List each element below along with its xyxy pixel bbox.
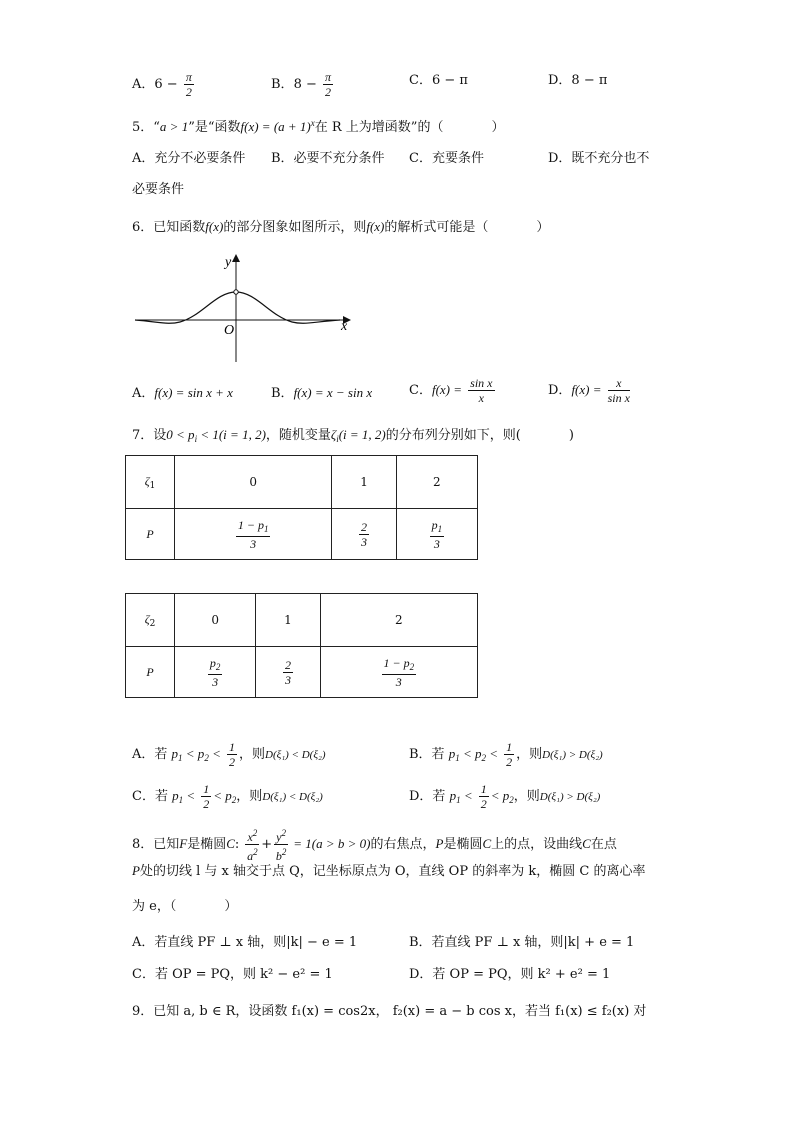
table-cell: 0 — [175, 456, 332, 509]
table-header-cell: P — [126, 647, 175, 698]
q8-option-d: D．若 OP = PQ，则 k² + e² = 1 — [409, 967, 611, 982]
q8-option-c: C．若 OP = PQ，则 k² − e² = 1 — [132, 967, 333, 982]
distribution-table-2 — [125, 593, 478, 698]
q4-option-b: B．8 − $\frac{\pi}{2}$ — [271, 70, 332, 99]
q5-option-a: A．充分不必要条件 — [132, 151, 246, 166]
table-cell: $\frac{p_1}{3}$ — [396, 509, 477, 560]
q8-stem-line2: P处的切线 l 与 x 轴交于点 Q，记坐标原点为 O，直线 OP 的斜率为 k，椭圆 C 的离心率 — [132, 863, 646, 879]
q8-option-a: A．若直线 PF ⊥ x 轴，则|k| − e = 1 — [132, 935, 358, 950]
table-cell: $\frac{p_2}{3}$ — [175, 647, 256, 698]
q6-stem: 6．已知函数f(x)的部分图象如图所示，则f(x)的解析式可能是（ ） — [132, 219, 550, 235]
table-cell: 2 — [320, 594, 477, 647]
q6-option-b: B．f(x) = x − sin x — [271, 385, 373, 401]
q8-stem-line1: 8．已知F是椭圆C: $\frac{x^2}{a^2}$ + $\frac{y^2}{b^2}$ = 1(a > b > 0)的右焦点，P是椭圆C上的点，设曲线C在点 — [132, 828, 617, 863]
fraction: $\frac{\pi}{2}$ — [325, 70, 332, 99]
x-axis-label: x — [341, 319, 348, 334]
q6-option-c: C．f(x) = $\frac{\text{sin x}}{x}$ — [409, 376, 493, 405]
q5-option-d: D．既不充分也不 — [548, 151, 650, 166]
q8-stem-line3: 为 e，（ ） — [132, 899, 238, 914]
q7-option-a: A．若 $p_1 < p_2$ < $\frac{1}{2}$ ，则D(ξ₁) < D(ξ₂) — [132, 740, 326, 769]
table-cell: 0 — [175, 594, 256, 647]
q4-option-c: C．6 − π — [409, 73, 468, 88]
q7-stem: 7．设$0 < p_i < 1(i = 1$, 2)，随机变量$\zeta_i(i = 1$, 2)的分布列分别如下，则( ) — [132, 427, 574, 444]
function-graph — [130, 250, 360, 365]
table-cell: $\frac{2}{3}$ — [256, 647, 320, 698]
q6-option-d: D．f(x) = $\frac{x}{\text{sin x}}$ — [548, 376, 630, 405]
intercept-point — [234, 290, 238, 294]
q8-option-b: B．若直线 PF ⊥ x 轴，则|k| + e = 1 — [409, 935, 635, 950]
q6-option-a: A．f(x) = sin x + x — [132, 385, 233, 401]
q5-option-d-cont: 必要条件 — [132, 182, 185, 197]
y-axis-label: y — [225, 255, 232, 270]
curve — [135, 292, 340, 323]
q5-option-c: C．充要条件 — [409, 151, 484, 166]
q7-option-c: C．若 $p_1$ < $\frac{1}{2}$ < $p_2$，则D(ξ₁) < D(ξ₂) — [132, 782, 323, 811]
q5-option-b: B．必要不充分条件 — [271, 151, 385, 166]
table-cell: $\frac{1 - p_2}{3}$ — [320, 647, 477, 698]
q5-stem: 5．“a > 1”是“函数$f(x) = (a + 1)^x$在 R 上为增函数”的（ ） — [132, 118, 505, 135]
q9-stem: 9．已知 a, b ∈ R，设函数 f₁(x) = cos2x， f₂(x) = a − b cos x，若当 f₁(x) ≤ f₂(x) 对 — [132, 1004, 647, 1019]
table-header-cell: $\zeta_1$ — [126, 456, 175, 509]
distribution-table-1 — [125, 455, 478, 560]
table-cell: 1 — [332, 456, 396, 509]
table-header-cell: P — [126, 509, 175, 560]
table-cell: $\frac{2}{3}$ — [332, 509, 396, 560]
origin-label: O — [224, 323, 235, 338]
table-cell: $\frac{1 - p_1}{3}$ — [175, 509, 332, 560]
fraction: $\frac{\pi}{2}$ — [185, 70, 192, 99]
table-header-cell: $\zeta_2$ — [126, 594, 175, 647]
q4-option-a: A．6 − $\frac{\pi}{2}$ — [132, 70, 192, 99]
table-cell: 2 — [396, 456, 477, 509]
q7-option-b: B．若 $p_1 < p_2$ < $\frac{1}{2}$ ，则D(ξ₁) > D(ξ₂) — [409, 740, 603, 769]
q7-option-d: D．若 $p_1$ < $\frac{1}{2}$ < $p_2$，则D(ξ₁) > D(ξ₂) — [409, 782, 601, 811]
q4-option-d: D．8 − π — [548, 73, 608, 88]
table-cell: 1 — [256, 594, 320, 647]
